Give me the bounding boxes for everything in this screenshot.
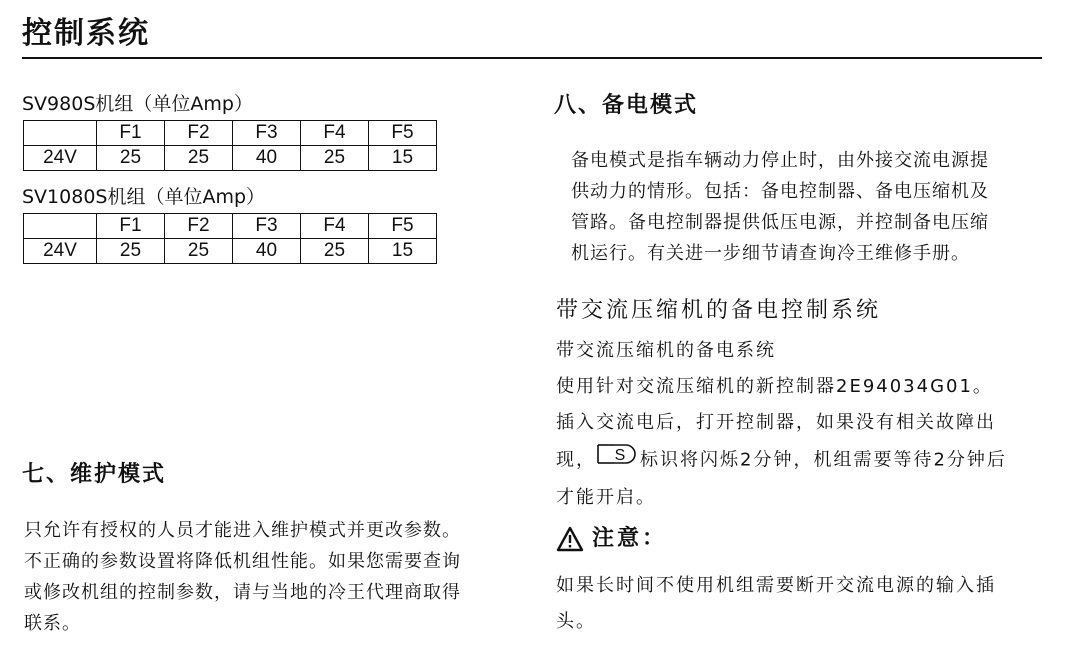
section7-heading: 七、维护模式 [22, 462, 167, 487]
paragraph-line: 带交流压缩机的备电系统 [556, 340, 776, 361]
standby-symbol-letter: S [614, 447, 628, 464]
standby-paragraph [556, 333, 1007, 516]
section8-paragraph [571, 145, 989, 269]
table-cell: 15 [369, 239, 437, 264]
table-cell: F2 [165, 121, 233, 146]
table-row [24, 239, 437, 264]
table-header-row [24, 214, 437, 239]
paragraph-line: 或修改机组的控制参数，请与当地的冷王代理商取得 [24, 582, 461, 603]
paragraph-line: 插入交流电后，打开控制器，如果没有相关故障出 [556, 412, 996, 433]
paragraph-line: 头。 [556, 611, 596, 632]
table-cell: 25 [301, 146, 369, 171]
table-cell: F5 [369, 121, 437, 146]
standby-heading: 带交流压缩机的备电控制系统 [556, 298, 882, 323]
table-cell: F3 [233, 214, 301, 239]
section8-heading: 八、备电模式 [554, 93, 699, 118]
paragraph-line [556, 441, 1007, 480]
notice-paragraph [556, 568, 996, 640]
table-cell: 24V [24, 239, 97, 264]
paragraph-line: 管路。备电控制器提供低压电源，并控制备电压缩 [571, 212, 989, 233]
paragraph-line: 供动力的情形。包括：备电控制器、备电压缩机及 [571, 181, 989, 202]
paragraph-line: 备电模式是指车辆动力停止时，由外接交流电源提 [571, 150, 989, 171]
paragraph-line: 不正确的参数设置将降低机组性能。如果您需要查询 [24, 551, 461, 572]
table-cell: F1 [97, 121, 165, 146]
paragraph-line: 只允许有授权的人员才能进入维护模式并更改参数。 [24, 520, 461, 541]
table-cell: 25 [301, 239, 369, 264]
warning-icon [556, 526, 584, 552]
notice-heading [556, 524, 667, 554]
standby-s-icon [596, 441, 638, 480]
table-cell: 25 [97, 146, 165, 171]
table-cell: 24V [24, 146, 97, 171]
section7-paragraph [24, 515, 461, 639]
notice-label: 注意： [592, 526, 668, 551]
table1-caption: SV980S机组（单位Amp） [22, 93, 253, 115]
table-cell: 25 [97, 239, 165, 264]
table-cell: 15 [369, 146, 437, 171]
table-cell: F2 [165, 214, 233, 239]
table-sv1080s [23, 213, 437, 264]
table2-caption: SV1080S机组（单位Amp） [22, 186, 266, 208]
line-suffix: 标识将闪烁2分钟，机组需要等待2分钟后 [640, 449, 1007, 471]
table-header-row [24, 121, 437, 146]
table-sv980s [23, 120, 437, 171]
table-cell: 40 [233, 146, 301, 171]
table-cell: F4 [301, 121, 369, 146]
table-cell [24, 121, 97, 146]
table-cell: F1 [97, 214, 165, 239]
paragraph-line: 使用针对交流压缩机的新控制器2E94034G01。 [556, 376, 993, 397]
line-prefix: 现， [556, 449, 596, 471]
table-row [24, 146, 437, 171]
table-cell: F3 [233, 121, 301, 146]
page-title: 控制系统 [22, 16, 150, 51]
paragraph-line: 联系。 [24, 613, 81, 634]
title-divider [22, 57, 1042, 59]
paragraph-line: 机运行。有关进一步细节请查询冷王维修手册。 [571, 243, 970, 264]
table-cell: 25 [165, 239, 233, 264]
paragraph-line: 如果长时间不使用机组需要断开交流电源的输入插 [556, 575, 996, 596]
table-cell [24, 214, 97, 239]
table-cell: 40 [233, 239, 301, 264]
table-cell: 25 [165, 146, 233, 171]
table-cell: F4 [301, 214, 369, 239]
paragraph-line: 才能开启。 [556, 487, 656, 508]
table-cell: F5 [369, 214, 437, 239]
